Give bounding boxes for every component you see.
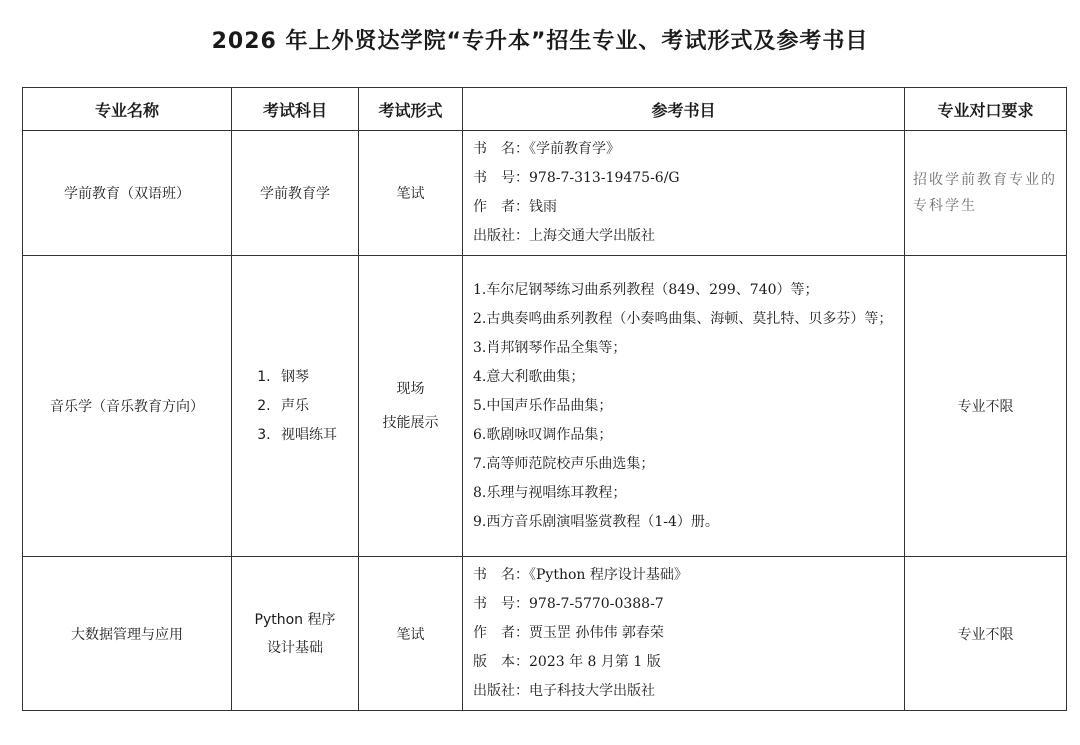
book-line: 2.古典奏鸣曲系列教程（小奏鸣曲集、海顿、莫扎特、贝多芬）等； [473,310,893,327]
major-cell: 音乐学（音乐教育方向） [23,256,232,557]
book-line: 作 者：贾玉罡 孙伟伟 郭春荣 [473,625,664,641]
requirement-cell: 专业不限 [905,557,1067,711]
book-line: 书 名：《Python 程序设计基础》 [473,567,688,583]
header-requirement: 专业对口要求 [905,88,1067,131]
book-line: 7.高等师范院校声乐曲选集； [473,455,655,472]
subject-cell [232,557,359,711]
book-line: 5.中国声乐作品曲集； [473,397,613,414]
exam-form-line: 现场 [396,381,425,397]
exam-form-cell: 笔试 [359,131,463,256]
book-line: 书 名：《学前教育学》 [473,141,620,157]
header-reference-books: 参考书目 [463,88,905,131]
book-line: 3.肖邦钢琴作品全集等； [473,339,627,356]
subject-list [253,363,337,450]
subject-item: 1. 钢琴 [275,363,337,392]
book-line: 出版社：电子科技大学出版社 [473,683,655,699]
table-row [23,131,1067,256]
book-line: 书 号：978-7-313-19475-6/G [473,170,680,186]
admissions-table [22,87,1067,711]
major-cell: 学前教育（双语班） [23,131,232,256]
book-line: 8.乐理与视唱练耳教程； [473,484,627,501]
book-line: 版 本：2023 年 8 月第 1 版 [473,654,661,670]
exam-form-line: 技能展示 [382,415,439,431]
subject-item: 2. 声乐 [275,392,337,421]
subject-line: Python 程序 [254,611,336,628]
exam-form-cell: 笔试 [359,557,463,711]
table-header-row [23,88,1067,131]
book-line: 作 者：钱雨 [473,199,557,215]
book-line: 书 号：978-7-5770-0388-7 [473,596,664,612]
page-title: 2026 年上外贤达学院“专升本”招生专业、考试形式及参考书目 [211,29,869,54]
exam-form-cell [359,256,463,557]
subject-cell: 学前教育学 [232,131,359,256]
book-line: 出版社：上海交通大学出版社 [473,228,655,244]
book-line: 1.车尔尼钢琴练习曲系列教程（849、299、740）等； [473,281,819,298]
subject-line: 设计基础 [267,639,323,656]
subject-item: 3. 视唱练耳 [275,421,337,450]
header-exam-form: 考试形式 [359,88,463,131]
table-row [23,256,1067,557]
requirement-text: 招收学前教育专业的专科学生 [913,172,1057,214]
table-row [23,557,1067,711]
header-subject: 考试科目 [232,88,359,131]
major-cell: 大数据管理与应用 [23,557,232,711]
books-cell [463,131,905,256]
header-major: 专业名称 [23,88,232,131]
book-line: 9.西方音乐剧演唱鉴赏教程（1-4）册。 [473,513,719,530]
book-line: 6.歌剧咏叹调作品集； [473,426,613,443]
subject-cell [232,256,359,557]
books-cell [463,557,905,711]
book-line: 4.意大利歌曲集； [473,368,585,385]
books-cell [463,256,905,557]
requirement-cell: 专业不限 [905,256,1067,557]
requirement-cell [905,131,1067,256]
